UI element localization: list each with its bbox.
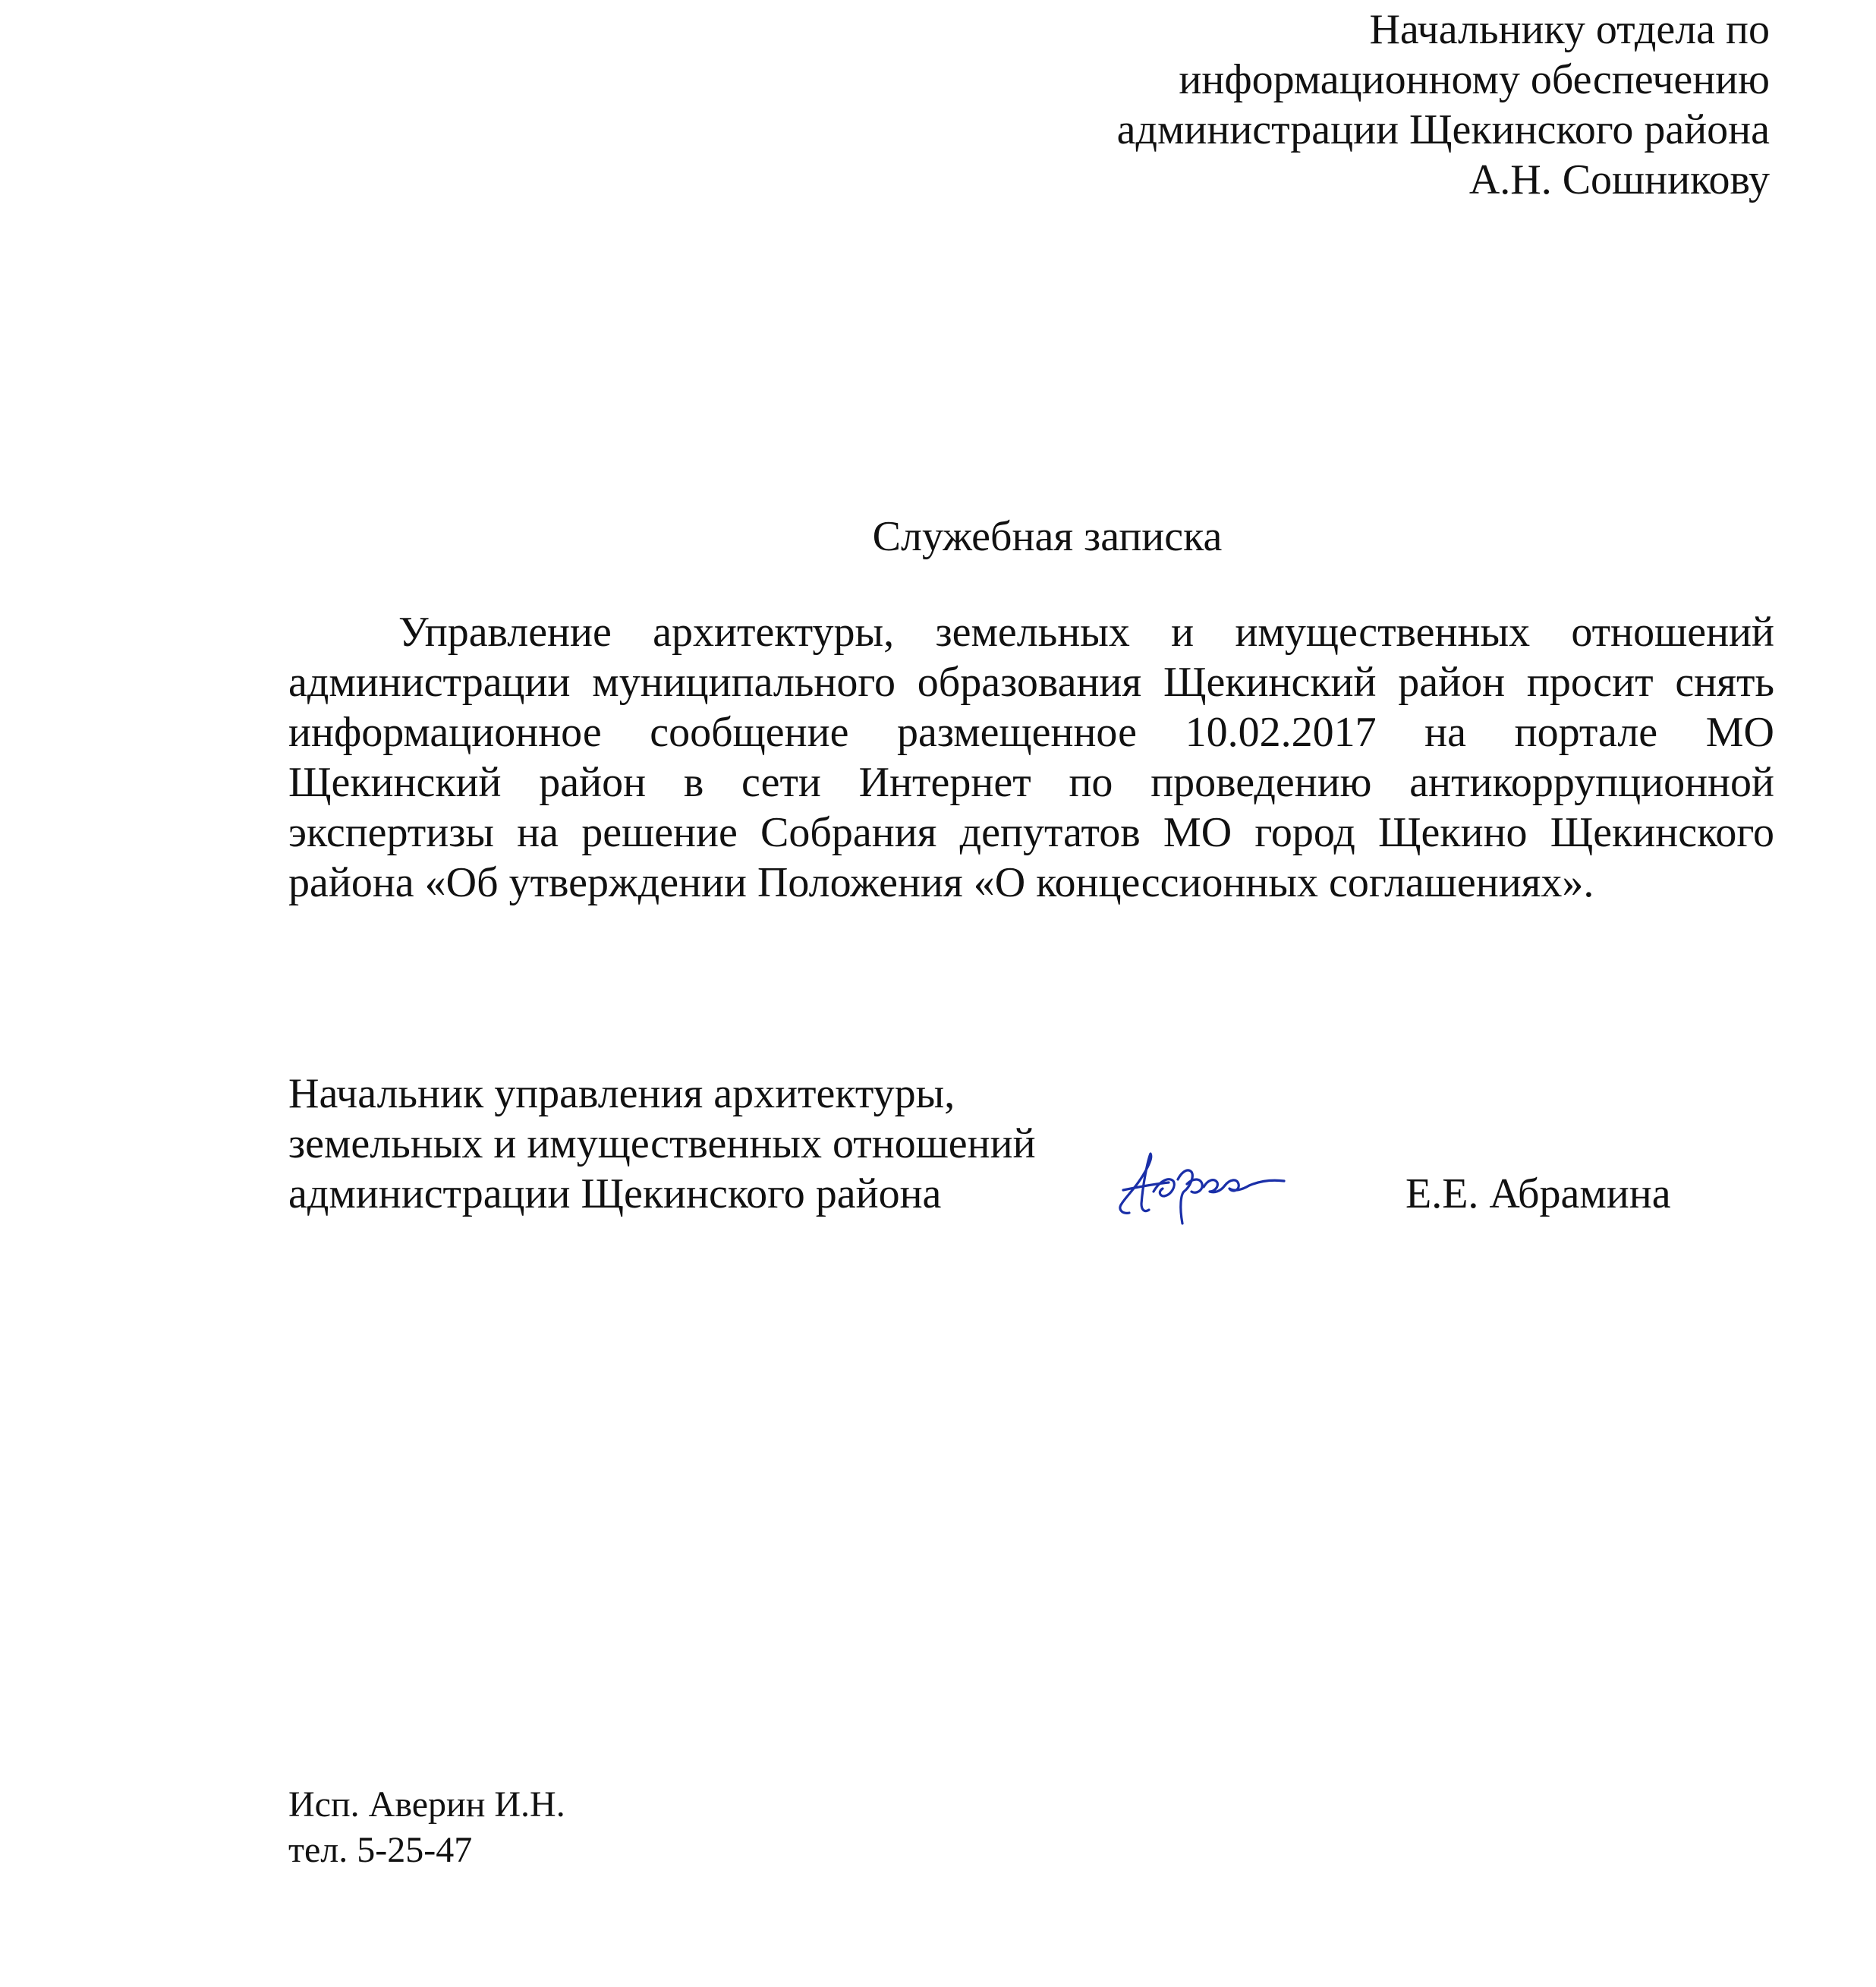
executor-name: Исп. Аверин И.Н.: [288, 1784, 565, 1825]
signer-position-line: земельных и имущественных отношений: [288, 1120, 1036, 1167]
addressee-block: [935, 5, 1770, 205]
executor-block: [288, 1782, 565, 1873]
body-line: информационное сообщение размещенное 10.02.2017 на портале МО: [288, 709, 1774, 756]
signer-name: Е.Е. Абрамина: [1405, 1170, 1671, 1217]
document-title: Служебная записка: [872, 513, 1223, 560]
handwritten-signature: [1108, 1131, 1290, 1230]
body-line: района «Об утверждении Положения «О концессионных соглашениях».: [288, 859, 1594, 906]
addressee-line: администрации Щекинского района: [1116, 106, 1770, 153]
memo-body: [288, 607, 1774, 908]
body-line: администрации муниципального образования Щекинский район просит снять: [288, 659, 1774, 706]
body-line: Щекинский район в сети Интернет по проведению антикоррупционной: [288, 759, 1774, 806]
executor-phone: тел. 5-25-47: [288, 1830, 473, 1870]
signer-position: [288, 1069, 1036, 1219]
addressee-line: А.Н. Сошникову: [1468, 156, 1770, 203]
body-line: Управление архитектуры, земельных и имущественных отношений: [398, 609, 1774, 656]
signer-position-line: Начальник управления архитектуры,: [288, 1070, 955, 1117]
body-line: экспертизы на решение Собрания депутатов МО город Щекино Щекинского: [288, 809, 1774, 856]
addressee-line: Начальнику отдела по: [1369, 6, 1770, 53]
addressee-line: информационному обеспечению: [1179, 56, 1770, 103]
signer-position-line: администрации Щекинского района: [288, 1170, 942, 1217]
